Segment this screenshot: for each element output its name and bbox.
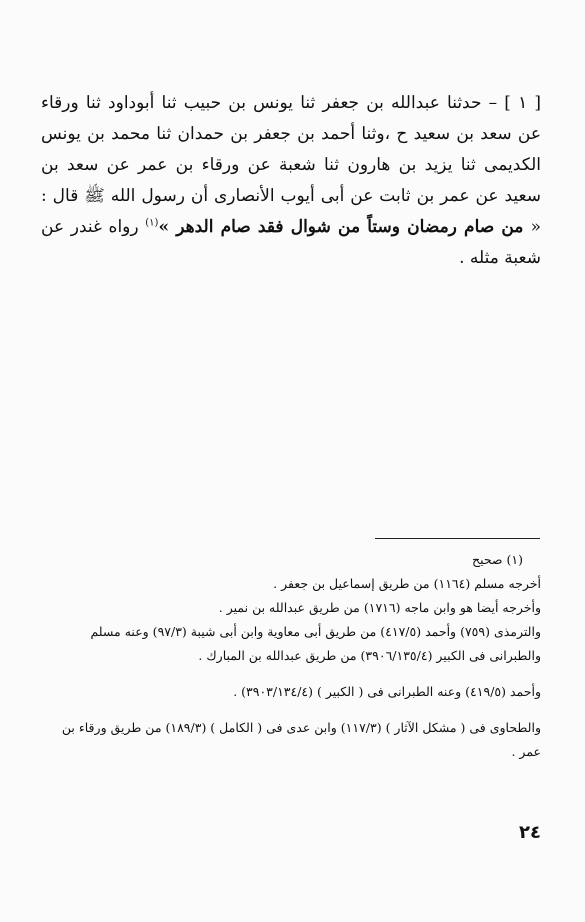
hadith-body — [41, 88, 541, 274]
footnote-grade: (١) صحيح — [472, 552, 523, 567]
hadith-paragraph — [41, 88, 541, 274]
footnote-line: والترمذى (٧٥٩) وأحمد (٤١٧/٥) من طريق أبى معاوية وابن أبى شيبة (٩٧/٣) وعنه مسلم والطبرانى فى الكبير (٣٩٠٦/١٣٥/٤) من طريق عبدالله بن المبارك . — [90, 624, 541, 663]
footnotes-section — [41, 548, 541, 764]
page-number: ٢٤ — [519, 822, 541, 843]
footnote-reference: (١) — [145, 217, 159, 229]
footnote-line: أخرجه مسلم (١١٦٤) من طريق إسماعيل بن جعفر . — [273, 576, 541, 591]
footnote-line: والطحاوى فى ( مشكل الآثار ) (١١٧/٣) وابن عدى فى ( الكامل ) (١٨٩/٣) من طريق ورقاء بن عمر . — [61, 720, 541, 759]
hadith-matn: من صام رمضان وستاً من شوال فقد صام الدهر » — [158, 217, 531, 237]
footnote-line: وأحمد (٤١٩/٥) وعنه الطبرانى فى ( الكبير ) (٣٩٠٣/١٣٤/٤) . — [233, 684, 541, 699]
hadith-closing: رواه غندر عن شعبة مثله . — [41, 217, 541, 268]
footnote-line: وأخرجه أيضا هو وابن ماجه (١٧١٦) من طريق عبدالله بن نمير . — [218, 600, 541, 615]
hadith-isnad: [ ١ ] – حدثنا عبدالله بن جعفر ثنا يونس بن حبيب ثنا أبوداود ثنا ورقاء عن سعد بن سعيد ح ،وثنا أحمد بن جعفر بن حمدان ثنا محمد بن يونس الكديمى ثنا يزيد بن هارون ثنا شعبة عن ورقاء بن عمر عن سعد بن سعيد عن عمر بن ثابت عن أبى أيوب الأنصارى أن رسول الله ﷺ قال : « — [41, 93, 541, 237]
footnote-separator — [375, 538, 540, 539]
